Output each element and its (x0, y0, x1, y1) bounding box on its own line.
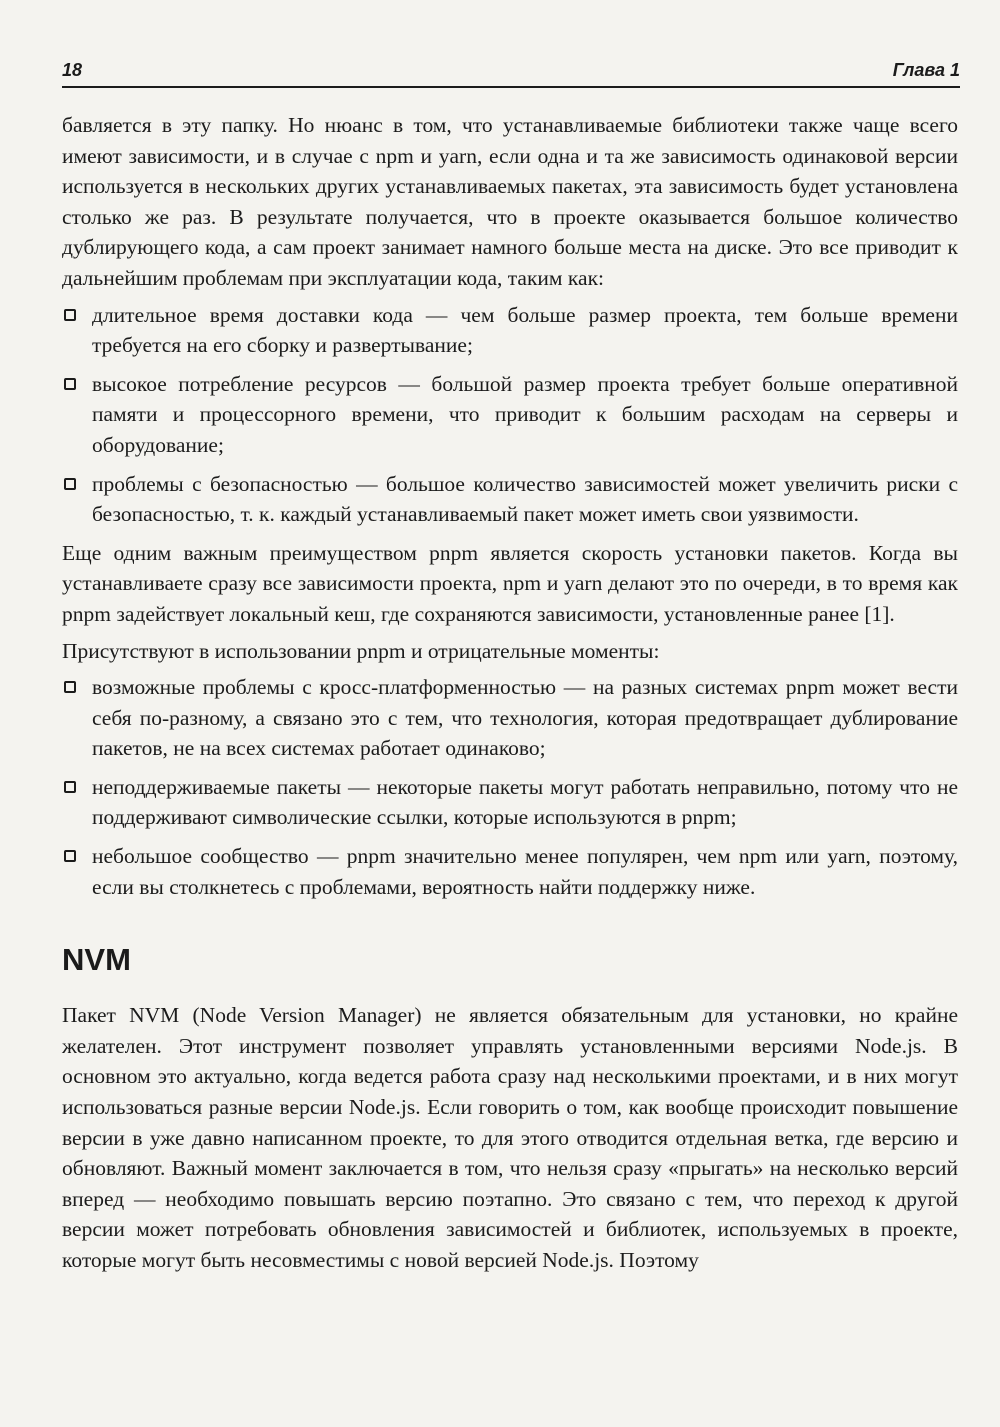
page-header (62, 58, 960, 88)
page-number: 18 (62, 60, 83, 80)
list-item-text: высокое потребление ресурсов — большой размер проекта требует больше оперативной памяти и процессорного времени, что приводит к большим расходам на серверы и оборудование; (92, 371, 958, 457)
list-item-text: длительное время доставки кода — чем больше размер проекта, тем больше времени требуется на его сборку и развертывание; (92, 302, 958, 358)
negatives-list (62, 672, 958, 902)
list-item (62, 841, 958, 902)
list-item (62, 300, 958, 361)
chapter-title: Глава 1 (892, 60, 960, 80)
speed-paragraph: Еще одним важным преимуществом pnpm является скорость установки пакетов. Когда вы устанавливаете сразу все зависимости проекта, npm и yarn делают это по очереди, в то время как pnpm задействует локальный кеш, где сохраняются зависимости, установленные ранее [1]. (62, 540, 958, 626)
checkbox-bullet-icon (64, 850, 76, 862)
checkbox-bullet-icon (64, 681, 76, 693)
checkbox-bullet-icon (64, 478, 76, 490)
intro-paragraph: бавляется в эту папку. Но нюанс в том, что устанавливаемые библиотеки также чаще всего имеют зависимости, и в случае с npm и yarn, если одна и та же зависимость одинаковой версии используется в нескольких других устанавливаемых пакетах, эта зависимость будет установлена столько же раз. В результате получается, что в проекте оказывается большое количество дублирующего кода, а сам проект занимает намного больше места на диске. Это все приводит к дальнейшим проблемам при эксплуатации кода, таким как: (62, 113, 958, 290)
negatives-intro: Присутствуют в использовании pnpm и отрицательные моменты: (62, 638, 660, 663)
nvm-paragraph: Пакет NVM (Node Version Manager) не является обязательным для установки, но крайне желателен. Этот инструмент позволяет управлять установленными версиями Node.js. В основном это актуально, когда ведется работа сразу над несколькими проектами, и в них могут использоваться разные версии Node.js. Если говорить о том, как вообще происходит повышение версии в уже давно написанном проекте, то для этого отводится отдельная ветка, где версию и обновляют. Важный момент заключается в том, что нельзя сразу «прыгать» на несколько версий вперед — необходимо повышать версию поэтапно. Это связано с тем, что переход к другой версии может потребовать обновления зависимостей и библиотек, используемых в проекте, которые могут быть несовместимы с новой версией Node.js. Поэтому (62, 1003, 958, 1272)
checkbox-bullet-icon (64, 378, 76, 390)
checkbox-bullet-icon (64, 781, 76, 793)
page-body (62, 110, 958, 1282)
list-item-text: возможные проблемы с кросс-платформенностью — на разных системах pnpm может вести себя по-разному, а связано это с тем, что технология, которая предотвращает дублирование пакетов, не на всех системах работает одинаково; (92, 675, 958, 761)
list-item (62, 672, 958, 764)
list-item (62, 369, 958, 461)
checkbox-bullet-icon (64, 309, 76, 321)
list-item-text: проблемы с безопасностью — большое количество зависимостей может увеличить риски с безопасностью, т. к. каждый устанавливаемый пакет может иметь свои уязвимости. (92, 471, 958, 527)
problems-list (62, 300, 958, 530)
list-item (62, 469, 958, 530)
section-heading: NVM (62, 942, 131, 978)
list-item-text: небольшое сообщество — pnpm значительно менее популярен, чем npm или yarn, поэтому, если вы столкнетесь с проблемами, вероятность найти поддержку ниже. (92, 844, 958, 899)
list-item-text: неподдерживаемые пакеты — некоторые пакеты могут работать неправильно, потому что не поддерживают символические ссылки, которые используются в pnpm; (92, 774, 958, 830)
list-item (62, 772, 958, 833)
